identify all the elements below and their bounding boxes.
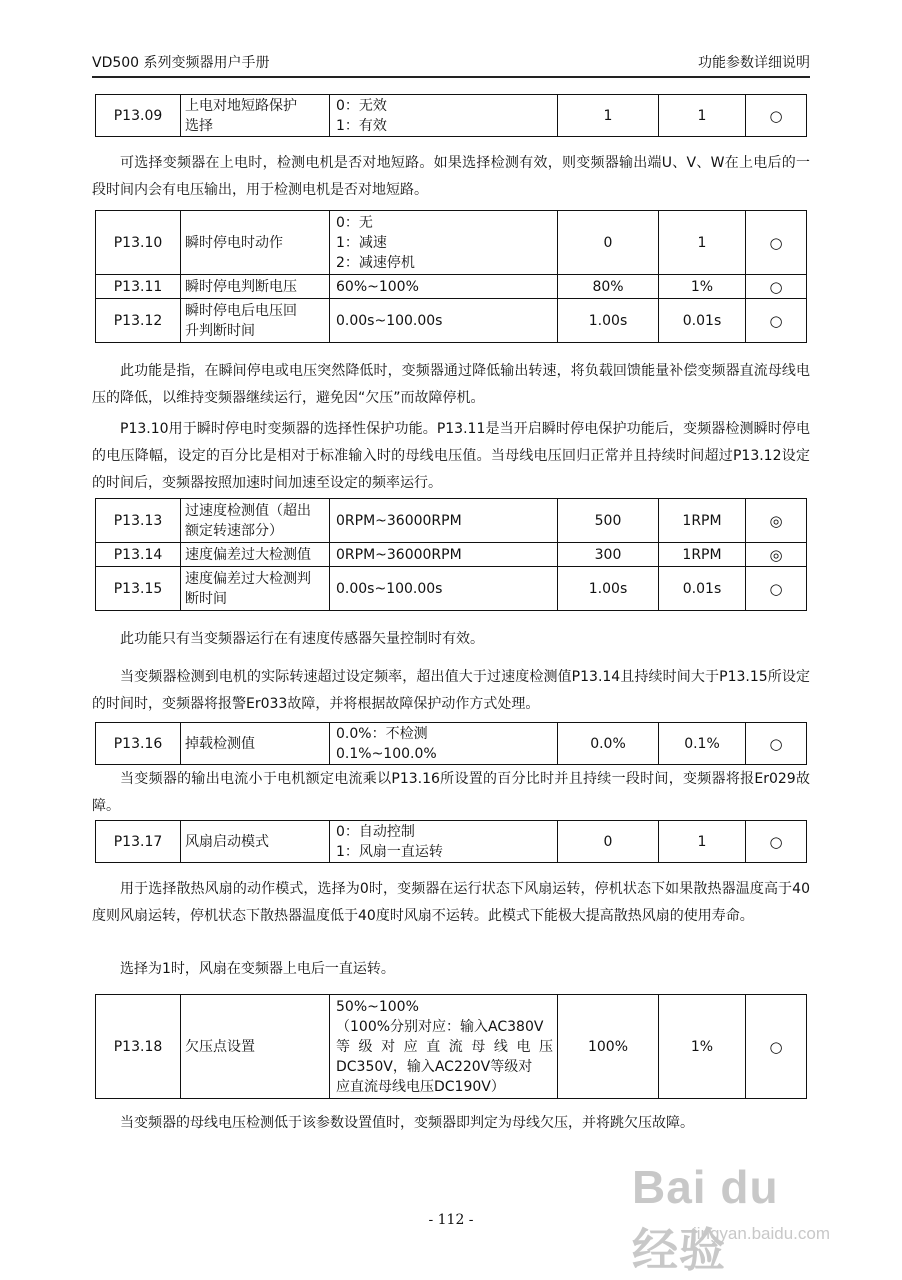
table-row (96, 567, 807, 611)
param-change-mark: ○ (746, 95, 807, 137)
param-table-p13-09 (95, 94, 807, 137)
param-default: 80% (558, 275, 659, 299)
param-range: 0.00s~100.00s (330, 567, 558, 611)
table-row (96, 95, 807, 137)
param-range: 60%~100% (330, 275, 558, 299)
param-name: 速度偏差过大检测值 (181, 543, 330, 567)
paragraph: 用于选择散热风扇的动作模式，选择为0时，变频器在运行状态下风扇运转，停机状态下如果散热器温度高于40度则风扇运转，停机状态下散热器温度低于40度时风扇不运转。此模式下能极大提高散热风扇的使用寿命。 (92, 881, 810, 924)
table-row (96, 211, 807, 275)
watermark-logo: Bai du 经验 (632, 1161, 779, 1276)
table-row (96, 499, 807, 543)
param-code: P13.10 (96, 211, 181, 275)
paragraph: 当变频器检测到电机的实际转速超过设定频率，超出值大于过速度检测值P13.14且持续时间大于P13.15所设定的时间时，变频器将报警Er033故障，并将根据故障保护动作方式处理。 (92, 669, 810, 712)
manual-title: VD500 系列变频器用户手册 (92, 55, 270, 71)
param-unit: 0.01s (659, 567, 746, 611)
param-name: 欠压点设置 (181, 995, 330, 1099)
param-table-p13-10 (95, 210, 807, 343)
param-default: 1.00s (558, 567, 659, 611)
param-table-p13-13 (95, 498, 807, 611)
param-unit: 1 (659, 95, 746, 137)
param-name: 上电对地短路保护 选择 (181, 95, 330, 137)
table-row (96, 275, 807, 299)
param-default: 0 (558, 821, 659, 863)
param-code: P13.13 (96, 499, 181, 543)
param-unit: 0.1% (659, 723, 746, 765)
param-change-mark: ○ (746, 995, 807, 1099)
param-name: 瞬时停电后电压回 升判断时间 (181, 299, 330, 343)
param-range: 0：无 1：减速 2：减速停机 (330, 211, 558, 275)
param-table-p13-17 (95, 820, 807, 863)
param-code: P13.17 (96, 821, 181, 863)
param-unit: 1 (659, 211, 746, 275)
paragraph: 此功能是指，在瞬间停电或电压突然降低时，变频器通过降低输出转速，将负载回馈能量补偿变频器直流母线电压的降低，以维持变频器继续运行，避免因“欠压”而故障停机。 (92, 363, 810, 406)
param-change-mark: ○ (746, 567, 807, 611)
table-row (96, 995, 807, 1099)
param-range: 50%~100% （100%分别对应：输入AC380V 等级对应直流母线电压 DC350V，输入AC220V等级对 应直流母线电压DC190V） (330, 995, 558, 1099)
param-code: P13.12 (96, 299, 181, 343)
param-name: 过速度检测值（超出 额定转速部分） (181, 499, 330, 543)
param-change-mark: ○ (746, 275, 807, 299)
table-row (96, 299, 807, 343)
param-default: 1 (558, 95, 659, 137)
param-name: 风扇启动模式 (181, 821, 330, 863)
watermark (632, 1150, 842, 1276)
param-default: 0 (558, 211, 659, 275)
param-default: 500 (558, 499, 659, 543)
param-code: P13.09 (96, 95, 181, 137)
param-range: 0RPM~36000RPM (330, 499, 558, 543)
param-range: 0.00s~100.00s (330, 299, 558, 343)
param-unit: 1% (659, 275, 746, 299)
param-code: P13.14 (96, 543, 181, 567)
param-code: P13.15 (96, 567, 181, 611)
page-number: - 112 - (428, 1212, 474, 1228)
param-name: 掉载检测值 (181, 723, 330, 765)
param-unit: 1 (659, 821, 746, 863)
param-change-mark: ◎ (746, 499, 807, 543)
param-default: 1.00s (558, 299, 659, 343)
paragraph: 当变频器的母线电压检测低于该参数设置值时，变频器即判定为母线欠压，并将跳欠压故障。 (120, 1115, 694, 1131)
paragraph: 此功能只有当变频器运行在有速度传感器矢量控制时有效。 (120, 631, 484, 647)
param-unit: 0.01s (659, 299, 746, 343)
param-default: 300 (558, 543, 659, 567)
param-range: 0RPM~36000RPM (330, 543, 558, 567)
paragraph: 可选择变频器在上电时，检测电机是否对地短路。如果选择检测有效，则变频器输出端U、V、W在上电后的一段时间内会有电压输出，用于检测电机是否对地短路。 (92, 155, 810, 198)
param-change-mark: ◎ (746, 543, 807, 567)
paragraph: P13.10用于瞬时停电时变频器的选择性保护功能。P13.11是当开启瞬时停电保护功能后，变频器检测瞬时停电的电压降幅，设定的百分比是相对于标准输入时的母线电压值。当母线电压回归正常并且持续时间超过P13.12设定的时间后，变频器按照加速时间加速至设定的频率运行。 (92, 421, 810, 491)
param-name: 瞬时停电判断电压 (181, 275, 330, 299)
param-change-mark: ○ (746, 299, 807, 343)
param-range: 0.0%：不检测 0.1%~100.0% (330, 723, 558, 765)
param-code: P13.11 (96, 275, 181, 299)
table-row (96, 821, 807, 863)
page-header (92, 50, 810, 78)
param-default: 0.0% (558, 723, 659, 765)
param-unit: 1RPM (659, 499, 746, 543)
paragraph: 选择为1时，风扇在变频器上电后一直运转。 (120, 961, 395, 977)
param-change-mark: ○ (746, 723, 807, 765)
section-title: 功能参数详细说明 (698, 55, 810, 71)
param-table-p13-16 (95, 722, 807, 765)
param-range: 0：无效 1：有效 (330, 95, 558, 137)
paragraph: 当变频器的输出电流小于电机额定电流乘以P13.16所设置的百分比时并且持续一段时间，变频器将报Er029故障。 (92, 771, 810, 814)
param-unit: 1% (659, 995, 746, 1099)
param-name: 瞬时停电时动作 (181, 211, 330, 275)
param-code: P13.16 (96, 723, 181, 765)
param-change-mark: ○ (746, 211, 807, 275)
param-change-mark: ○ (746, 821, 807, 863)
param-code: P13.18 (96, 995, 181, 1099)
watermark-url: jingyan.baidu.com (692, 1224, 830, 1243)
param-name: 速度偏差过大检测判 断时间 (181, 567, 330, 611)
param-range: 0：自动控制 1：风扇一直运转 (330, 821, 558, 863)
param-default: 100% (558, 995, 659, 1099)
param-table-p13-18 (95, 994, 807, 1099)
param-unit: 1RPM (659, 543, 746, 567)
table-row (96, 723, 807, 765)
table-row (96, 543, 807, 567)
